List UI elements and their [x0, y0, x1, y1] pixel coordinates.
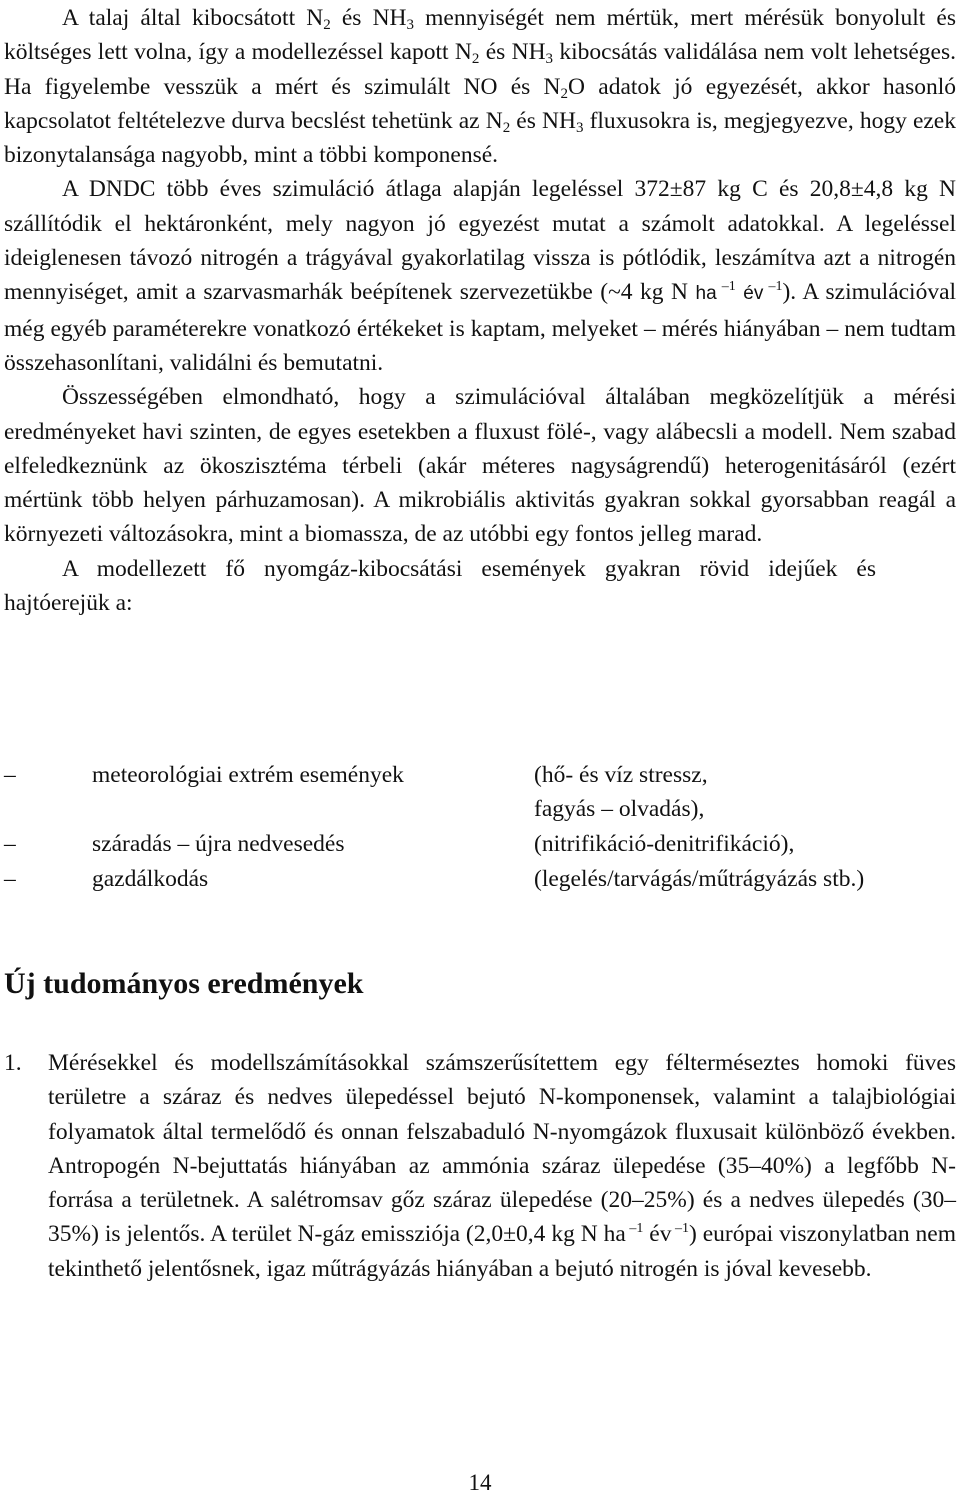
- page-number: 14: [468, 1470, 492, 1495]
- paragraph-2: A DNDC több éves szimuláció átlaga alapján legeléssel 372±87 kg C és 20,8±4,8 kg N szállítódik el hektáronként, mely nagyon jó egyezést mutat a számolt adatokkal. A legeléssel ideiglenesen távozó nitrogén a trágyával gyakorlatilag vissza is pótlódik, leszámítva azt a nitrogén mennyiséget, amit a szarvasmarhák beépítenek szervezetükbe (~4 kg N ha $^{-1}$ év $^{-1}$). A szimulációval még egyéb paraméterekre vonatkozó értékeket is kaptam, melyeket – mérés hiányában – nem tudtam összehasonlítani, validálni és bemutatni.: [4, 176, 957, 376]
- event-detail: (nitrifikáció-denitrifikáció),: [534, 831, 795, 857]
- result-number: 1.: [4, 1050, 22, 1076]
- results-list: [4, 1046, 956, 1286]
- event-detail-cont: fagyás – olvadás),: [534, 796, 705, 822]
- event-name: meteorológiai extrém események: [92, 762, 404, 788]
- paragraph-4: A modellezett fő nyomgáz-kibocsátási események gyakran rövid idejűek és hajtóerejük a:: [4, 555, 876, 617]
- section-title: Új tudományos eredmények: [4, 967, 364, 1000]
- event-detail: (legelés/tarvágás/műtrágyázás stb.): [534, 866, 865, 892]
- body-text: [4, 1, 956, 620]
- paragraph-3: Összességében elmondható, hogy a szimulációval általában megközelítjük a mérési eredményeket havi szinten, de egyes esetekben a fluxust fölé-, vagy alábecsli a modell. Nem szabad elfeledkeznünk az ökoszisztéma térbeli (akár méteres nagyságrendű) heterogenitásáról (ezért mértünk több helyen párhuzamosan). A mikrobiális aktivitás gyakran sokkal gyorsabban reagál a környezeti változásokra, mint a biomassza, de az utóbbi egy fontos jelleg marad.: [4, 384, 956, 548]
- event-name: gazdálkodás: [92, 866, 209, 892]
- list-dash: –: [4, 866, 16, 892]
- list-dash: –: [4, 831, 16, 857]
- list-dash: –: [4, 762, 16, 788]
- paragraph-1: A talaj által kibocsátott $N_2$ és $NH_3$ mennyiségét nem mértük, mert mérésük bonyolult és költséges lett volna, így a modellezéssel kapott $N_2$ és $NH_3$ kibocsátás validálása nem volt lehetséges. Ha figyelembe vesszük a mért és szimulált NO és $N_2O$ adatok jó egyezését, akkor hasonló kapcsolatot feltételezve durva becslést tehetünk az $N_2$ és $NH_3$ fluxusokra is, megjegyezve, hogy ezek bizonytalansága nagyobb, mint a többi komponensé.: [4, 5, 957, 169]
- event-name: száradás – újra nedvesedés: [92, 831, 345, 857]
- result-1-text: Mérésekkel és modellszámításokkal számszerűsítettem egy félterméseztes homoki füves területre a száraz és nedves ülepedéssel bejutó N-komponensek, valamint a talajbiológiai folyamatok által termelődő és onnan felszabaduló N-nyomgázok fluxusait különböző években. Antropogén N-bejuttatás hiányában az ammónia száraz ülepedése (35–40%) a legfőbb N-forrása a területnek. A salétromsav gőz száraz ülepedése (20–25%) és a nedves ülepedés (30–35%) is jelentős. A terület N-gáz emissziója (2,0±0,4 kg N ha $^{-1}$ év $^{-1}$) európai viszonylatban nem tekinthető jelentősnek, igaz műtrágyázás hiányában a bejutó nitrogén is jóval kevesebb.: [48, 1050, 957, 1282]
- event-detail: (hő- és víz stressz,: [534, 762, 708, 788]
